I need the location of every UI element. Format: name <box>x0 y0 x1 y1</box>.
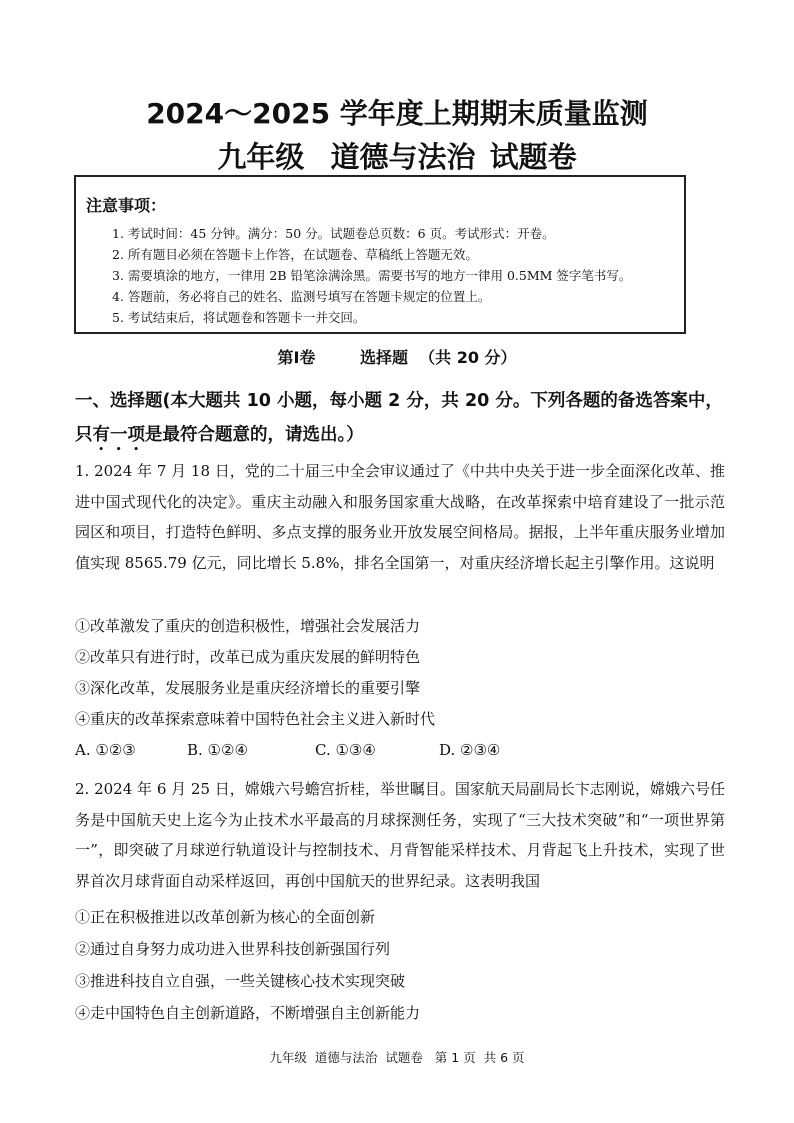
question-1-option: ①改革激发了重庆的创造积极性，增强社会发展活力 <box>75 617 421 635</box>
footer-type: 试题卷 <box>385 1050 423 1065</box>
part-title-text: 是最符合题意的，请选出。） <box>145 425 364 445</box>
grade-label: 九年级 <box>217 140 305 174</box>
part-title-line-1: 一、选择题(本大题共 10 小题，每小题 2 分，共 20 分。下列各题的备选答案中， <box>75 391 723 411</box>
exam-subtitle <box>0 135 794 176</box>
question-1-option: ③深化改革，发展服务业是重庆经济增长的重要引擎 <box>75 679 421 697</box>
question-2-option: ④走中国特色自主创新道路，不断增强自主创新能力 <box>75 1004 421 1022</box>
question-1-option: ④重庆的改革探索意味着中国特色社会主义进入新时代 <box>75 710 436 728</box>
footer-grade: 九年级 <box>269 1050 307 1065</box>
paper-type-label: 试题卷 <box>489 140 577 174</box>
section-label: 第Ⅰ卷 <box>277 348 316 367</box>
subject-label: 道德与法治 <box>330 140 476 174</box>
page-footer <box>0 1048 794 1066</box>
question-2-option: ③推进科技自立自强，一些关键核心技术实现突破 <box>75 972 406 990</box>
emphasized-text: 有一项 <box>92 425 145 445</box>
notice-item: 2. 所有题目必须在答题卡上作答，在试题卷、草稿纸上答题无效。 <box>112 247 478 262</box>
question-1-stem: 1. 2024 年 7 月 18 日，党的二十届三中全会审议通过了《中共中央关于进一步全面深化改革、推进中国式现代化的决定》。重庆主动融入和服务国家重大战略，在改革探索中培育建设了一批示范园区和项目，打造特色鲜明、多点支撑的服务业开放发展空间格局。据报，上半年重庆服务业增加值实现 8565.79 亿元，同比增长 5.8%，排名全国第一，对重庆经济增长起主引擎作用。这说明 <box>75 462 725 572</box>
exam-title: 2024～2025 学年度上期期末质量监测 <box>146 97 648 130</box>
question-1-choices <box>75 741 500 759</box>
footer-subject: 道德与法治 <box>314 1050 378 1065</box>
footer-page-number: 第 1 页 <box>434 1050 476 1065</box>
question-1-option: ②改革只有进行时，改革已成为重庆发展的鲜明特色 <box>75 648 421 666</box>
question-2-option: ①正在积极推进以改革创新为核心的全面创新 <box>75 908 376 926</box>
part-title-text: 只 <box>75 425 93 445</box>
notice-item: 4. 答题前，务必将自己的姓名、监测号填写在答题卡规定的位置上。 <box>112 289 491 304</box>
question-2-option: ②通过自身努力成功进入世界科技创新强国行列 <box>75 940 391 958</box>
part-one-title <box>75 384 725 455</box>
notice-item: 1. 考试时间：45 分钟。满分：50 分。试题卷总页数：6 页。考试形式：开卷。 <box>112 226 555 241</box>
section-name: 选择题 <box>359 348 408 367</box>
notice-heading: 注意事项： <box>86 196 167 215</box>
notice-item: 5. 考试结束后，将试题卷和答题卡一并交回。 <box>112 310 366 325</box>
choice-c: C. ①③④ <box>315 741 376 759</box>
choice-a: A. ①②③ <box>75 741 136 759</box>
footer-total-pages: 共 6 页 <box>483 1050 525 1065</box>
choice-b: B. ①②④ <box>187 741 248 759</box>
notice-box <box>74 175 686 334</box>
section-points: （共 20 分） <box>419 348 517 367</box>
part-title-line-2 <box>75 418 725 455</box>
choice-d: D. ②③④ <box>439 741 501 759</box>
notice-item: 3. 需要填涂的地方，一律用 2B 铅笔涂满涂黑。需要书写的地方一律用 0.5MM 签字笔书写。 <box>112 268 632 283</box>
question-2-stem: 2. 2024 年 6 月 25 日，嫦娥六号蟾宫折桂，举世瞩目。国家航天局副局长卞志刚说，嫦娥六号任务是中国航天史上迄今为止技术水平最高的月球探测任务，实现了“三大技术突破”和“一项世界第一”，即突破了月球逆行轨道设计与控制技术、月背智能采样技术、月背起飞上升技术，实现了世界首次月球背面自动采样返回，再创中国航天的世界纪录。这表明我国 <box>75 780 725 890</box>
notice-list <box>112 223 631 328</box>
section-heading <box>0 345 794 368</box>
